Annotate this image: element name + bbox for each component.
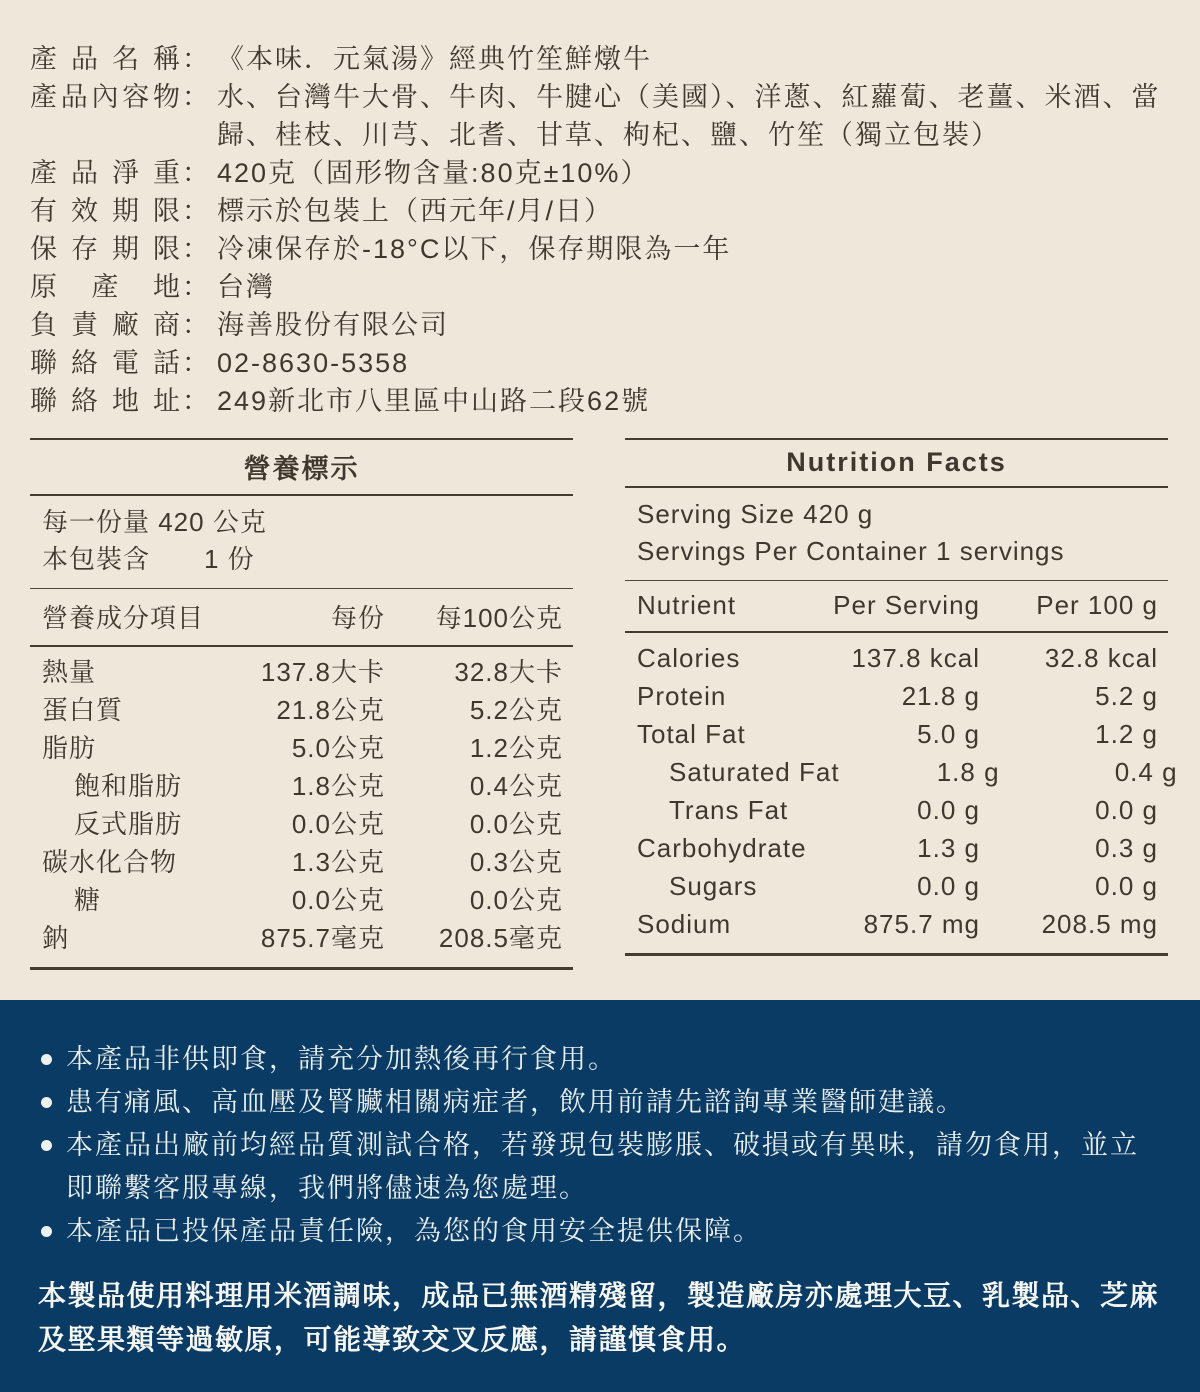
nutrient-name: Protein [637,681,727,711]
warning-notice-box [0,1000,1200,1392]
nutrition-header-row-en [625,581,1168,631]
nutrition-tables [30,438,1178,970]
bullet-dot-icon [41,1140,52,1151]
nutrient-row [30,843,573,881]
servings-per-container-en: Servings Per Container 1 servings [637,536,1065,566]
product-info-value: 249新北市八里區中山路二段62號 [217,386,651,416]
nutrient-per-serving: 21.8 g [901,681,980,711]
nutrient-name: Sodium [637,909,732,939]
warning-bullet-item [38,1210,1162,1253]
nutrient-per-100g: 0.0公克 [469,809,563,839]
nutrition-title-zh: 營養標示 [243,454,360,484]
product-info-value: 冷凍保存於-18°C以下，保存期限為一年 [217,234,732,264]
nutrient-name: 熱量 [42,657,97,687]
nutrient-row [625,905,1168,943]
nutrient-per-serving: 1.8公克 [291,771,385,801]
nutrient-row [30,653,573,691]
nutrient-per-100g: 5.2公克 [469,695,563,725]
nutrient-per-serving: 0.0 g [917,795,980,825]
column-header: 每份 [330,603,385,633]
nutrient-name: 反式脂肪 [74,809,183,839]
nutrient-per-100g: 1.2 g [1095,719,1158,749]
warning-bullet-item [38,1038,1162,1081]
nutrient-per-serving: 0.0 g [917,871,980,901]
nutrition-rows-en [625,633,1178,953]
nutrition-rows-zh [30,647,573,967]
nutrient-per-serving: 1.8 g [936,757,1000,787]
warning-text: 本產品非供即食，請充分加熱後再行食用。 [66,1044,617,1074]
warning-text: 患有痛風、高血壓及腎臟相關病症者，飲用前請先諮詢專業醫師建議。 [66,1087,965,1117]
product-info-colon: ： [182,234,211,264]
nutrient-row [30,767,573,805]
product-info-value: 420克（固形物含量:80克±10%） [217,158,650,188]
product-info-value: 台灣 [217,272,275,302]
serving-info-zh [30,496,573,588]
nutrient-name: Total Fat [637,719,746,749]
product-info-value: 標示於包裝上（西元年/月/日） [217,196,614,226]
nutrient-per-100g: 0.4公克 [469,771,563,801]
product-info-label: 產品淨重 [30,158,180,188]
nutrient-per-100g: 0.0 g [1095,871,1158,901]
nutrition-table-en [625,438,1178,970]
nutrient-per-100g: 208.5毫克 [438,923,563,953]
nutrient-row [30,805,573,843]
nutrient-per-100g: 32.8大卡 [454,657,563,687]
allergen-note: 本製品使用料理用米酒調味，成品已無酒精殘留，製造廠房亦處理大豆、乳製品、芝麻及堅果類等過敏原，可能導致交叉反應，請謹慎食用。 [38,1280,1160,1355]
product-info-row [30,306,1166,344]
product-info-label: 產品內容物 [30,82,180,112]
nutrient-per-serving: 0.0公克 [291,885,385,915]
nutrient-per-100g: 1.2公克 [469,733,563,763]
column-header: Per 100 g [1036,590,1158,620]
product-info-value: 海善股份有限公司 [217,310,449,340]
product-info-label: 保存期限 [30,234,180,264]
nutrient-per-100g: 0.3公克 [469,847,563,877]
nutrient-per-serving: 0.0公克 [291,809,385,839]
bullet-dot-icon [41,1054,52,1065]
product-info-colon: ： [182,348,211,378]
warning-bullet-item [38,1124,1162,1210]
servings-per-container-zh: 本包裝含 1 份 [42,544,255,574]
bullet-dot-icon [41,1226,52,1237]
nutrient-per-serving: 5.0 g [917,719,980,749]
nutrient-row [625,677,1168,715]
product-info-row [30,344,1166,382]
nutrient-per-serving: 5.0公克 [291,733,385,763]
serving-info-en [625,488,1168,580]
nutrient-row [625,791,1168,829]
nutrient-row [625,753,1178,791]
column-header: 每100公克 [435,603,563,633]
column-header: Per Serving [833,590,980,620]
nutrient-row [625,639,1168,677]
nutrient-per-100g: 32.8 kcal [1044,643,1158,673]
nutrient-row [30,729,573,767]
product-info-label: 負責廠商 [30,310,180,340]
nutrient-per-serving: 137.8大卡 [260,657,385,687]
nutrient-name: Saturated Fat [669,757,840,787]
product-info-colon: ： [182,272,211,302]
nutrient-per-100g: 0.0 g [1095,795,1158,825]
nutrient-name: 鈉 [42,923,70,953]
product-info-value: 《本味．元氣湯》經典竹笙鮮燉牛 [217,44,652,74]
nutrient-name: 碳水化合物 [42,847,178,877]
nutrient-name: 飽和脂肪 [74,771,183,801]
product-info-label: 產品名稱 [30,44,180,74]
nutrient-per-serving: 875.7 mg [863,909,980,939]
nutrient-per-serving: 21.8公克 [276,695,385,725]
nutrient-name: 糖 [74,885,102,915]
product-info-label: 聯絡地址 [30,386,180,416]
warning-text: 本產品已投保產品責任險，為您的食用安全提供保障。 [66,1216,762,1246]
nutrient-name: Sugars [669,871,758,901]
nutrition-table-zh [30,438,573,970]
nutrient-row [30,919,573,957]
nutrient-per-serving: 1.3 g [917,833,980,863]
product-info-row [30,78,1166,154]
nutrient-name: 蛋白質 [42,695,124,725]
nutrient-per-100g: 208.5 mg [1041,909,1158,939]
nutrient-row [30,881,573,919]
nutrient-per-serving: 1.3公克 [291,847,385,877]
product-info-value: 水、台灣牛大骨、牛肉、牛腱心（美國）、洋蔥、紅蘿蔔、老薑、米酒、當歸、桂枝、川芎、北耆、甘草、枸杞、鹽、竹笙（獨立包裝） [217,82,1161,150]
nutrient-per-serving: 875.7毫克 [260,923,385,953]
product-info-value: 02-8630-5358 [217,348,410,378]
product-info-row [30,192,1166,230]
nutrient-name: Carbohydrate [637,833,807,863]
nutrient-per-100g: 0.4 g [1114,757,1178,787]
divider [625,953,1168,956]
nutrient-row [625,829,1168,867]
nutrient-row [625,867,1168,905]
nutrition-title-en: Nutrition Facts [786,447,1007,477]
bullet-dot-icon [41,1097,52,1108]
nutrient-per-100g: 0.3 g [1095,833,1158,863]
nutrient-row [30,691,573,729]
product-info-row [30,382,1166,420]
product-info-row [30,268,1166,306]
product-info-colon: ： [182,196,211,226]
column-header: 營養成分項目 [42,603,205,633]
product-info-colon: ： [182,82,211,112]
product-info-section [0,0,1200,420]
product-info-row [30,40,1166,78]
nutrient-per-100g: 0.0公克 [469,885,563,915]
column-header: Nutrient [637,590,737,620]
warning-bullet-list [38,1038,1162,1253]
product-info-colon: ： [182,386,211,416]
nutrient-per-serving: 137.8 kcal [851,643,980,673]
product-info-label: 有效期限 [30,196,180,226]
nutrient-row [625,715,1168,753]
nutrient-name: Trans Fat [669,795,789,825]
product-info-colon: ： [182,158,211,188]
nutrient-per-100g: 5.2 g [1095,681,1158,711]
warning-bullet-item [38,1081,1162,1124]
nutrition-header-row-zh [30,589,573,645]
serving-size-en: Serving Size 420 g [637,499,874,529]
product-info-colon: ： [182,44,211,74]
serving-size-zh: 每一份量 420 公克 [42,507,267,537]
product-info-row [30,230,1166,268]
divider [30,967,573,970]
product-info-colon: ： [182,310,211,340]
nutrient-name: Calories [637,643,741,673]
product-info-row [30,154,1166,192]
product-info-label: 聯絡電話 [30,348,180,378]
product-info-label: 原 產 地 [30,272,180,302]
nutrient-name: 脂肪 [42,733,97,763]
warning-text: 本產品出廠前均經品質測試合格，若發現包裝膨脹、破損或有異味，請勿食用，並立即聯繫客服專線，我們將儘速為您處理。 [66,1130,1139,1203]
